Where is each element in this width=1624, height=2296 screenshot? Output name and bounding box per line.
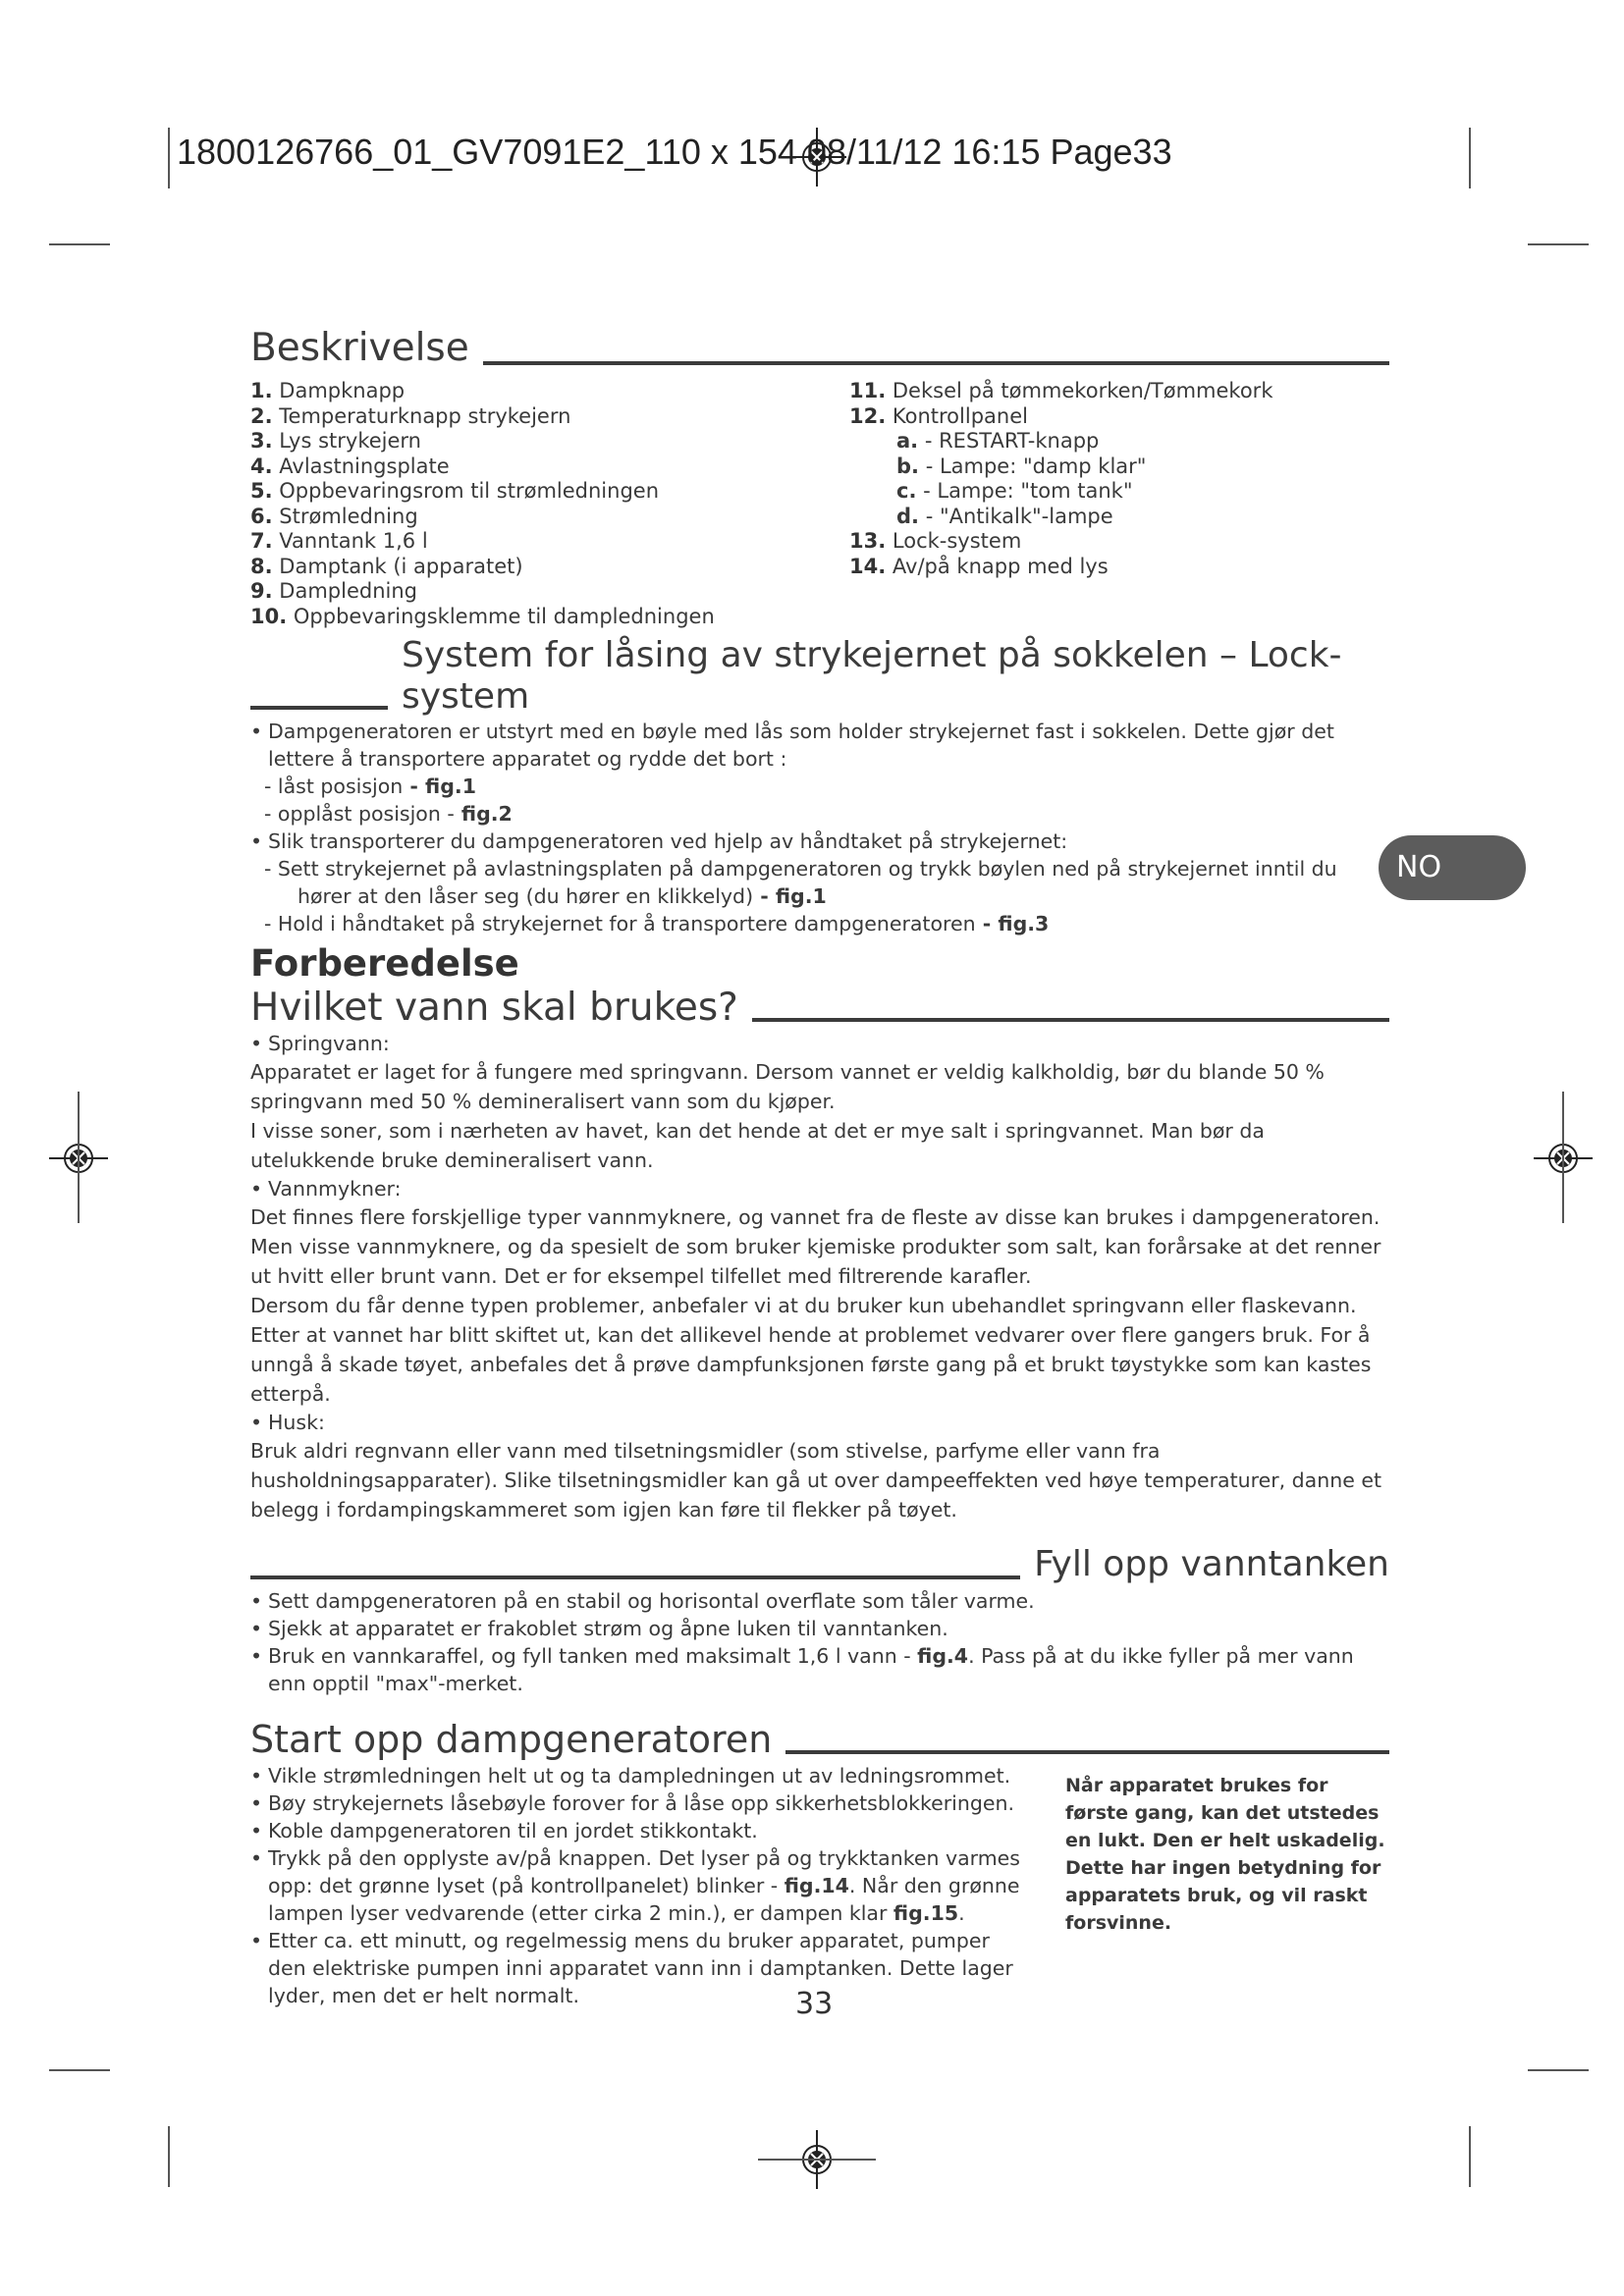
start-bullet: • Vikle strømledningen helt ut og ta dampledningen ut av ledningsrommet. bbox=[250, 1762, 1026, 1789]
crop-mark bbox=[49, 2069, 110, 2071]
section-fyll-heading: Fyll opp vanntanken bbox=[250, 1542, 1389, 1587]
list-subitem: d. - "Antikalk"-lampe bbox=[896, 504, 1113, 528]
list-item: 6. Strømledning bbox=[250, 504, 418, 528]
lock-dash-item: - Hold i håndtaket på strykejernet for å transportere dampgeneratoren - fig.3 bbox=[264, 912, 1050, 935]
crop-mark bbox=[49, 243, 110, 245]
list-item: 7. Vanntank 1,6 l bbox=[250, 529, 428, 553]
section-lock-heading: System for låsing av strykejernet på sokkelen – Lock-system bbox=[250, 635, 1389, 718]
vann-subheading: • Husk: bbox=[250, 1409, 1389, 1436]
paragraph: Dersom du får denne typen problemer, anbefaler vi at du bruker kun ubehandlet springvann eller flaskevann. Etter at vannet har blitt skiftet ut, kan det allikevel hende at problemet vedvarer over flere gangers bruk. For å unngå å skade tøyet, anbefales det å prøve dampfunksjonen første gang på et brukt tøystykke som kan kastes etterpå. bbox=[250, 1294, 1372, 1406]
list-item: 4. Avlastningsplate bbox=[250, 454, 450, 478]
description-col-right bbox=[849, 379, 1389, 629]
list-item: 2. Temperaturknapp strykejern bbox=[250, 403, 571, 428]
list-item: 9. Dampledning bbox=[250, 579, 417, 603]
lock-dash-item: - opplåst posisjon - fig.2 bbox=[264, 802, 513, 826]
list-item: 1. Dampknapp bbox=[250, 379, 406, 402]
paragraph: Det finnes flere forskjellige typer vannmyknere, og vannet fra de fleste av disse kan brukes i dampgeneratoren. Men visse vannmyknere, og da spesielt de som bruker kjemiske produkter som salt, kan forårsake at det renner ut hvitt eller brunt vann. Det er for eksempel tilfellet med filtrerende karafler. bbox=[250, 1205, 1381, 1288]
list-item: 13. Lock-system bbox=[849, 529, 1022, 553]
start-bullet: • Etter ca. ett minutt, og regelmessig mens du bruker apparatet, pumper den elektriske pumpen inni apparatet vann inn i damptanken. Dette lager lyder, men det er helt normalt. bbox=[250, 1927, 1026, 2009]
list-item: 8. Damptank (i apparatet) bbox=[250, 554, 523, 578]
paragraph: Bruk aldri regnvann eller vann med tilsetningsmidler (som stivelse, parfyme eller vann fra husholdningsapparater). Slike tilsetningsmidler kan gå ut over dampeeffekten ved høye temperaturer, danne et belegg i fordampingskammeret som igjen kan føre til flekker på tøyet. bbox=[250, 1439, 1381, 1522]
section-start-heading: Start opp dampgeneratoren bbox=[250, 1717, 1389, 1762]
description-col-left bbox=[250, 379, 849, 629]
section-beskrivelse-heading: Beskrivelse bbox=[250, 324, 1389, 373]
fyll-bullet: • Bruk en vannkaraffel, og fyll tanken med maksimalt 1,6 l vann - fig.4. Pass på at du ikke fyller på mer vann enn opptil "max"-merket. bbox=[250, 1642, 1389, 1697]
crop-mark bbox=[1469, 2126, 1471, 2187]
paragraph: Apparatet er laget for å fungere med springvann. Dersom vannet er veldig kalkholdig, bør du blande 50 % springvann med 50 % demineralisert vann som du kjøper. bbox=[250, 1060, 1325, 1113]
list-subitem: b. - Lampe: "damp klar" bbox=[896, 454, 1147, 478]
crop-mark bbox=[168, 2126, 170, 2187]
page-number: 33 bbox=[795, 1987, 834, 2021]
start-bullet: • Bøy strykejernets låsebøyle forover for å låse opp sikkerhetsblokkeringen. bbox=[250, 1789, 1026, 1817]
lock-dash-item-cont: hører at den låser seg (du hører en klikkelyd) - fig.1 bbox=[298, 884, 827, 908]
crop-mark bbox=[1528, 243, 1589, 245]
list-subitem: c. - Lampe: "tom tank" bbox=[896, 479, 1133, 503]
list-item: 14. Av/på knapp med lys bbox=[849, 554, 1109, 578]
start-section-body bbox=[250, 1762, 1389, 2009]
vann-subheading: • Vannmykner: bbox=[250, 1175, 1389, 1202]
crop-mark bbox=[1528, 2069, 1589, 2071]
lock-bullet: • Dampgeneratoren er utstyrt med en bøyle med lås som holder strykejernet fast i sokkelen. Dette gjør det lettere å transportere apparatet og rydde det bort : bbox=[250, 718, 1389, 773]
fyll-bullet: • Sett dampgeneratoren på en stabil og horisontal overflate som tåler varme. bbox=[250, 1587, 1389, 1615]
section-forberedelse-heading: Forberedelse bbox=[250, 942, 519, 985]
list-item: 12. Kontrollpanel bbox=[849, 403, 1028, 428]
fyll-bullet: • Sjekk at apparatet er frakoblet strøm og åpne luken til vanntanken. bbox=[250, 1615, 1389, 1642]
start-bullet: • Trykk på den opplyste av/på knappen. Det lyser på og trykktanken varmes opp: det grønne lyset (på kontrollpanelet) blinker - fig.14. Når den grønne lampen lyser vedvarende (etter cirka 2 min.), er dampen klar fig.15. bbox=[250, 1844, 1026, 1927]
page-content bbox=[250, 324, 1389, 2009]
side-note: Når apparatet brukes for første gang, kan det utstedes en lukt. Den er helt uskadelig. Dette har ingen betydning for apparatets bruk, og vil raskt forsvinne. bbox=[1065, 1775, 1385, 1934]
crop-mark bbox=[168, 128, 170, 188]
paragraph: I visse soner, som i nærheten av havet, kan det hende at det er mye salt i springvannet. Man bør da utelukkende bruke demineralisert vann. bbox=[250, 1119, 1265, 1172]
list-item: 5. Oppbevaringsrom til strømledningen bbox=[250, 479, 660, 503]
section-vann-heading: Hvilket vann skal brukes? bbox=[250, 987, 1389, 1030]
list-subitem: a. - RESTART-knapp bbox=[896, 429, 1100, 453]
language-badge: NO bbox=[1379, 835, 1526, 900]
lock-dash-item: - Sett strykejernet på avlastningsplaten på dampgeneratoren og trykk bøylen ned på strykejernet inntil du bbox=[264, 857, 1337, 881]
start-bullet: • Koble dampgeneratoren til en jordet stikkontakt. bbox=[250, 1817, 1026, 1844]
crop-mark bbox=[758, 2159, 876, 2161]
lock-dash-item: - låst posisjon - fig.1 bbox=[264, 774, 476, 798]
start-steps bbox=[250, 1762, 1026, 2009]
lock-bullet: • Slik transporterer du dampgeneratoren ved hjelp av håndtaket på strykejernet: bbox=[250, 828, 1389, 855]
list-item: 3. Lys strykejern bbox=[250, 429, 421, 453]
description-list bbox=[250, 379, 1389, 629]
print-slug: 1800126766_01_GV7091E2_110 x 154 08/11/12 16:15 Page33 bbox=[177, 132, 1172, 172]
list-item: 10. Oppbevaringsklemme til dampledningen bbox=[250, 604, 715, 628]
crop-mark bbox=[1469, 128, 1471, 188]
list-item: 11. Deksel på tømmekorken/Tømmekork bbox=[849, 379, 1273, 402]
vann-subheading: • Springvann: bbox=[250, 1030, 1389, 1057]
crop-mark bbox=[78, 1092, 80, 1223]
crop-mark bbox=[1562, 1092, 1564, 1223]
